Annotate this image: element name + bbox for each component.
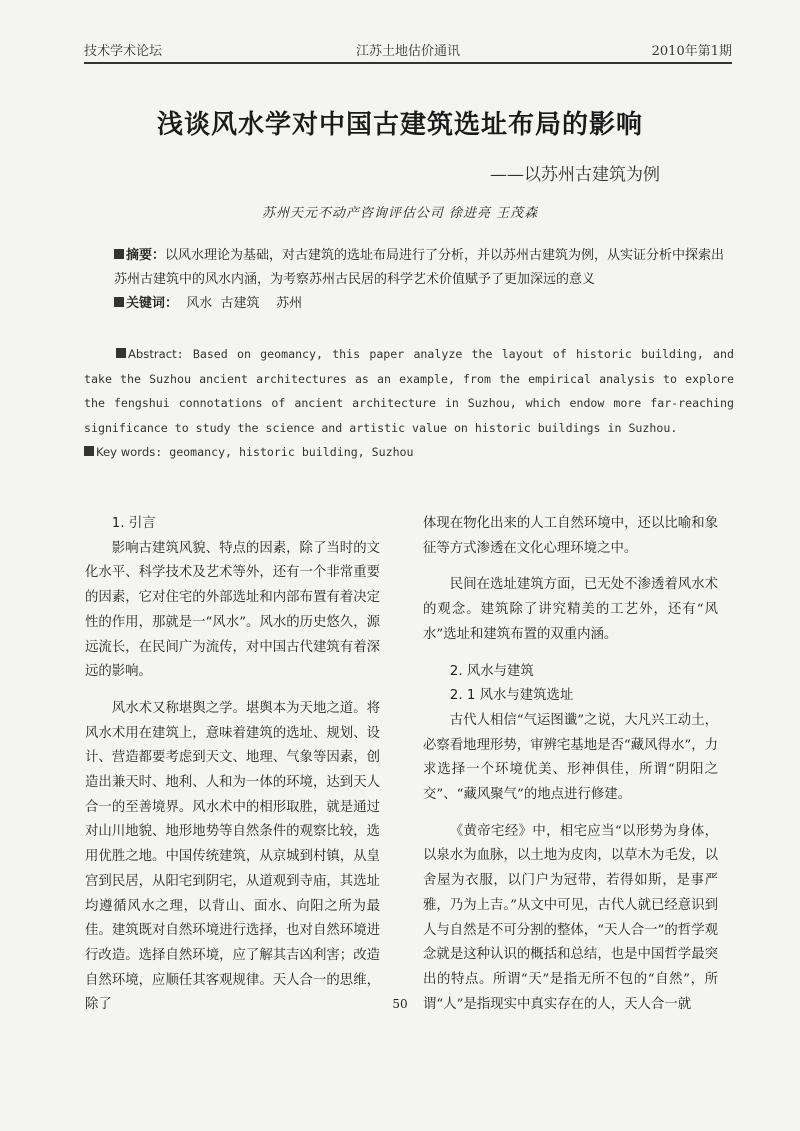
abstract-english [84, 342, 734, 465]
abstract-en-label: Abstract [128, 347, 177, 361]
keywords-en-label: Key words [96, 445, 156, 460]
article-authors: 苏州天元不动产咨询评估公司 徐进亮 王茂森 [261, 206, 539, 221]
subsection-heading-siting: 2. 1 风水与建筑选址 [449, 688, 574, 704]
keywords-en [84, 440, 734, 465]
bullet-square-icon [84, 446, 94, 456]
abstract-cn-paragraph [114, 244, 734, 292]
page-number: 50 [392, 997, 408, 1011]
bullet-square-icon [116, 348, 126, 358]
header-column-name: 技术学术论坛 [84, 44, 163, 59]
keywords-cn-text: 风水 古建筑 苏州 [178, 296, 303, 311]
section-heading-intro: 1. 引言 [111, 516, 156, 531]
abstract-cn-text: 以风水理论为基础，对古建筑的选址布局进行了分析，并以苏州古建筑为例，从实证分析中探索出苏州古建筑中的风水内涵，为考察苏州古民居的科学艺术价值赋予了更加深远的意义 [114, 248, 725, 287]
keywords-en-text: : geomancy, historic building, Suzhou [155, 445, 414, 460]
body-paragraph: 古代人相信“气运图谶”之说，大凡兴工动土，必察看地理形势，审辨宅基地是否“藏风得水”，力求选择一个环境优美、形神俱佳，所谓“阴阳之交”、“藏风聚气”的地点进行修建。 [423, 712, 718, 803]
abstract-chinese [114, 244, 734, 316]
body-column-right [423, 512, 718, 1017]
header-journal-name: 江苏土地估价通讯 [355, 44, 460, 59]
abstract-en-text: : Based on geomancy, this paper analyze the layout of historic building, and take the Suzhou ancient architectures as an example, from the empirical analysis to explore the fengshui connotations of ancient architecture in Suzhou, which endow more far-reaching significance to study the science and artistic value on historic buildings in Suzhou. [84, 347, 734, 435]
keywords-cn-label: 关键词： [126, 296, 179, 311]
body-paragraph: 风水术又称堪舆之学。堪舆本为天地之道。将风水术用在建筑上，意味着建筑的选址、规划、设计、营造都要考虑到天文、地理、气象等因素，创造出兼天时、地利、人和为一体的环境，达到天人合一的至善境界。风水术中的相形取胜，就是通过对山川地貌、地形地势等自然条件的观察比较，选用优胜之地。中国传统建筑，从京城到村镇，从皇宫到民居，从阳宅到阴宅，从道观到寺庙，其选址均遵循风水之理，以背山、面水、向阳之所为最佳。建筑既对自然环境进行选择，也对自然环境进行改造。选择自然环境，应了解其吉凶利害；改造自然环境，应顺任其客观规律。天人合一的思维，除了 [85, 700, 380, 1013]
body-paragraph: 《黄帝宅经》中，相宅应当“以形势为身体，以泉水为血脉，以土地为皮肉，以草木为毛发，以舍屋为衣服，以门户为冠带，若得如斯，是事严雅，乃为上吉。”从文中可见，古代人就已经意识到人与自然是不可分割的整体，“天人合一”的哲学观念就是这种认识的概括和总结，也是中国哲学最突出的特点。所谓“天”是指无所不包的“自然”，所谓“人”是指现实中真实存在的人，天人合一就 [423, 823, 718, 1012]
abstract-cn-label: 摘要： [126, 248, 166, 263]
bullet-square-icon [114, 249, 124, 259]
header-issue: 2010年第1期 [651, 44, 732, 59]
section-heading-fengshui: 2. 风水与建筑 [449, 663, 534, 679]
running-header [84, 40, 732, 62]
header-rule [84, 62, 732, 64]
body-column-left [85, 512, 380, 1018]
abstract-en-paragraph [84, 342, 734, 440]
article-title: 浅谈风水学对中国古建筑选址布局的影响 [156, 110, 643, 140]
body-paragraph: 民间在选址建筑方面，已无处不渗透着风水术的观念。建筑除了讲究精美的工艺外，还有“风水”选址和建筑布置的双重内涵。 [423, 577, 718, 642]
keywords-cn [114, 292, 734, 316]
body-paragraph: 影响古建筑风貌、特点的因素，除了当时的文化水平、科学技术及艺术等外，还有一个非常重要的因素，它对住宅的外部选址和内部布置有着决定性的作用，那就是一“风水”。风水的历史悠久，源远流长，在民间广为流传，对中国古代建筑有着深远的影响。 [85, 540, 380, 680]
bullet-square-icon [114, 297, 124, 307]
article-subtitle: ——以苏州古建筑为例 [490, 165, 660, 185]
body-paragraph: 体现在物化出来的人工自然环境中，还以比喻和象征等方式渗透在文化心理环境之中。 [423, 516, 718, 556]
